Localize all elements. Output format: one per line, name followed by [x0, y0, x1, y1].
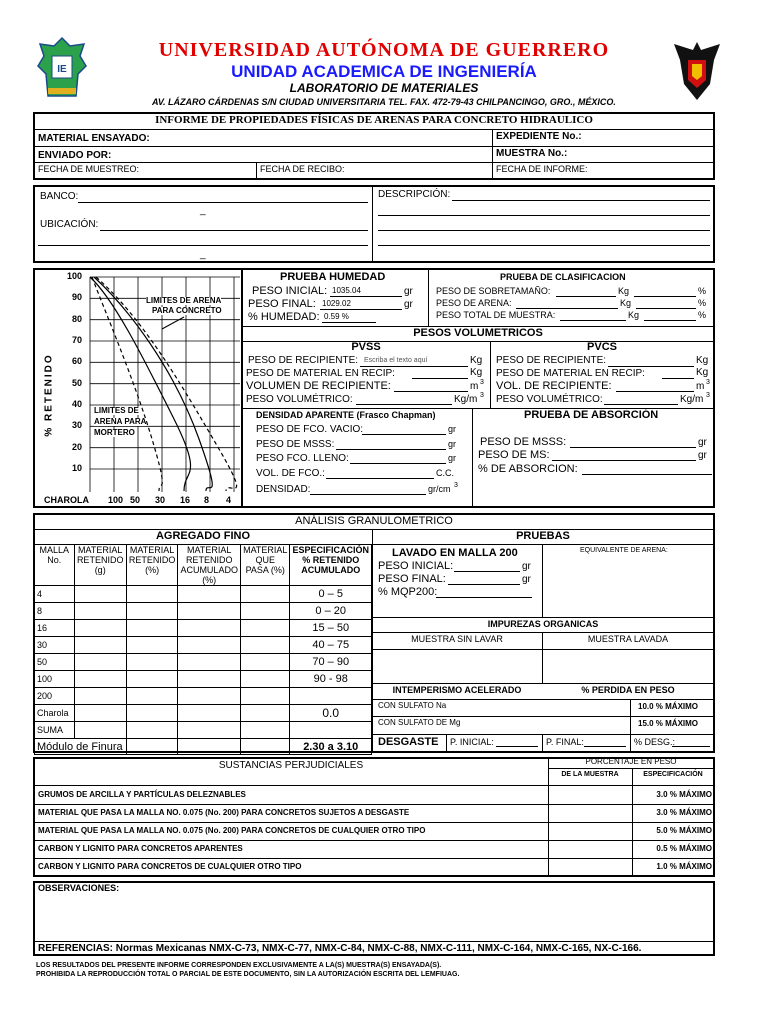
absorcion-msss-unit: gr [698, 437, 707, 448]
value-cell[interactable] [241, 637, 290, 654]
lavado-title: LAVADO EN MALLA 200 [392, 547, 518, 559]
sobretamano-pct: % [698, 286, 707, 296]
lavado-fin-label: PESO FINAL: [378, 573, 446, 585]
desgaste-label: DESGASTE [378, 736, 439, 748]
spec-cell: 90 - 98 [290, 671, 372, 688]
enviado-label: ENVIADO POR: [38, 150, 112, 161]
peso-final-label: PESO FINAL: [248, 298, 316, 310]
sustancia-label: GRUMOS DE ARCILLA Y PARTÍCULAS DELEZNABLES [38, 790, 246, 799]
x-tick-label: 16 [180, 495, 191, 505]
granulometrico-title: ANÁLISIS GRANULOMETRICO [295, 515, 453, 527]
dash-2: _ [200, 249, 206, 260]
value-cell[interactable] [241, 654, 290, 671]
value-cell[interactable] [241, 586, 290, 603]
malla-cell: 200 [35, 688, 75, 705]
equivalente-label: EQUIVALENTE DE ARENA: [580, 547, 668, 554]
absorcion-title: PRUEBA DE ABSORCIÓN [524, 409, 659, 421]
value-cell[interactable] [178, 705, 241, 722]
spec-cell: 0.0 [290, 705, 372, 722]
sin-lavar-label: MUESTRA SIN LAVAR [411, 634, 503, 644]
banco-label: BANCO: [40, 191, 79, 202]
arena-pct: % [698, 298, 707, 308]
location-box [33, 185, 715, 263]
sustancia-spec: 1.0 % MÁXIMO [656, 862, 712, 871]
value-cell[interactable] [126, 637, 178, 654]
granulometric-table [34, 544, 372, 755]
y-axis-label: % RETENIDO [43, 353, 55, 437]
p-final-label: P. FINAL: [546, 737, 584, 747]
impurezas-title: IMPUREZAS ORGANICAS [487, 619, 599, 629]
x-tick-label: CHAROLA [44, 495, 89, 505]
total-kg: Kg [628, 310, 640, 320]
densidad-vol-label: VOL. DE FCO.: [256, 468, 325, 479]
y-tick-label: 100 [66, 271, 82, 281]
value-cell[interactable] [241, 722, 290, 739]
x-tick-label: 8 [204, 495, 210, 505]
spec-cell [290, 688, 372, 705]
value-cell[interactable] [74, 620, 126, 637]
perdida-title: % PERDIDA EN PESO [581, 685, 675, 695]
header-retenido-pct: MATERIAL RETENIDO (%) [126, 545, 178, 586]
fecha-muestreo-label: FECHA DE MUESTREO: [38, 164, 140, 174]
volumetricos-title: PESOS VOLUMETRICOS [413, 327, 543, 339]
pvcs-recipiente-label: PESO DE RECIPIENTE: [496, 355, 607, 366]
spec-cell: 0 – 5 [290, 586, 372, 603]
x-tick-label: 30 [155, 495, 166, 505]
pvss-recipiente-label: PESO DE RECIPIENTE: [248, 355, 359, 366]
pvss-material-label: PESO DE MATERIAL EN RECIP: [246, 368, 395, 379]
value-cell[interactable] [126, 705, 178, 722]
fecha-recibo-label: FECHA DE RECIBO: [260, 164, 345, 174]
value-cell[interactable] [74, 586, 126, 603]
value-cell[interactable] [74, 603, 126, 620]
y-tick-label: 50 [71, 377, 82, 388]
sustancia-spec: 0.5 % MÁXIMO [656, 844, 712, 853]
densidad-unit-sup: 3 [454, 482, 458, 489]
pvcs-pv-sup: 3 [706, 392, 710, 399]
y-tick-label: 90 [71, 292, 82, 303]
muestra-label: MUESTRA No.: [496, 148, 568, 159]
peso-inicial-value[interactable]: 1035.04 [332, 286, 361, 295]
arena-kg: Kg [620, 298, 632, 308]
sustancia-label: MATERIAL QUE PASA LA MALLA NO. 0.075 (No. 200) PARA CONCRETOS DE CUALQUIER OTRO TIPO [38, 826, 426, 835]
sobretamano-label: PESO DE SOBRETAMAÑO: [436, 286, 551, 296]
sustancia-spec: 5.0 % MÁXIMO [656, 826, 712, 835]
spec-cell: 0 – 20 [290, 603, 372, 620]
value-cell[interactable] [241, 705, 290, 722]
densidad-title: DENSIDAD APARENTE (Frasco Chapman) [256, 410, 436, 420]
peso-final-unit: gr [404, 299, 413, 310]
malla-cell: 100 [35, 671, 75, 688]
x-tick-label: 100 [108, 495, 124, 505]
porcentaje-title: PORCENTAJE EN PESO [585, 757, 677, 766]
value-cell[interactable] [178, 671, 241, 688]
spec-cell [290, 722, 372, 739]
value-cell[interactable] [126, 586, 178, 603]
total-label: PESO TOTAL DE MUESTRA: [436, 310, 556, 320]
pvss-recipiente-unit: Kg [470, 355, 483, 366]
pvss-volumen-unit: m [470, 381, 479, 392]
value-cell[interactable] [178, 637, 241, 654]
value-cell[interactable] [178, 620, 241, 637]
humedad-label: % HUMEDAD: [248, 311, 320, 323]
report-title: INFORME DE PROPIEDADES FÍSICAS DE ARENAS PARA CONCRETO HIDRAULICO [155, 114, 593, 126]
sustancia-label: CARBON Y LIGNITO PARA CONCRETOS APARENTES [38, 844, 243, 853]
table-row [35, 620, 372, 637]
arena-label: PESO DE ARENA: [436, 298, 512, 308]
lavado-ini-unit: gr [522, 561, 531, 572]
humedad-value[interactable]: 0.59 % [324, 312, 349, 321]
densidad-vacio-label: PESO DE FCO. VACIO: [256, 424, 364, 435]
value-cell[interactable] [126, 688, 178, 705]
spec-cell: 70 – 90 [290, 654, 372, 671]
x-tick-label: 4 [226, 495, 232, 505]
value-cell[interactable] [241, 688, 290, 705]
label-concreto-1: LIMITES DE ARENA [146, 296, 222, 305]
sustancia-label: CARBON Y LIGNITO PARA CONCRETOS DE CUALQUIER OTRO TIPO [38, 862, 302, 871]
pvcs-pv-unit: Kg/m [680, 394, 704, 405]
pvcs-title: PVCS [587, 341, 617, 353]
y-tick-label: 30 [71, 420, 82, 431]
value-cell[interactable] [126, 671, 178, 688]
malla-cell: SUMA [35, 722, 75, 739]
densidad-msss-label: PESO DE MSSS: [256, 439, 335, 450]
densidad-lleno-label: PESO FCO. LLENO: [256, 453, 349, 464]
value-cell[interactable] [178, 688, 241, 705]
descripcion-label: DESCRIPCIÓN: [378, 189, 451, 200]
header-acumulado: MATERIAL RETENIDO ACUMULADO (%) [178, 545, 241, 586]
header-malla: MALLA No. [35, 545, 75, 586]
note-1: LOS RESULTADOS DEL PRESENTE INFORME CORRESPONDEN EXCLUSIVAMENTE A LA(S) MUESTRA(S) ENSAYADA(S). [36, 962, 442, 969]
densidad-vacio-unit: gr [448, 424, 457, 434]
value-cell[interactable] [126, 620, 178, 637]
note-2: PROHIBIDA LA REPRODUCCIÓN TOTAL O PARCIAL DE ESTE DOCUMENTO, SIN LA AUTORIZACIÓN ESCRITA DEL LEMFIUAG. [36, 971, 460, 978]
pvcs-vol-unit: m [696, 381, 705, 392]
malla-cell: 4 [35, 586, 75, 603]
label-mortero-1: LIMITES DE [94, 406, 139, 415]
pvcs-material-label: PESO DE MATERIAL EN RECIP: [496, 368, 645, 379]
malla-cell: Charola [35, 705, 75, 722]
university-name: UNIVERSIDAD AUTÓNOMA DE GUERRERO [158, 39, 610, 61]
sustancia-spec: 3.0 % MÁXIMO [656, 808, 712, 817]
de-muestra-title: DE LA MUESTRA [561, 771, 619, 778]
intemperismo-title: INTEMPERISMO ACELERADO [392, 685, 522, 695]
value-cell[interactable] [126, 654, 178, 671]
densidad-vol-unit: C.C. [436, 468, 454, 478]
value-cell[interactable] [74, 705, 126, 722]
observaciones-label: OBSERVACIONES: [38, 883, 120, 893]
y-tick-label: 40 [71, 399, 82, 409]
sulfato-na-value: 10.0 % MÁXIMO [638, 702, 699, 711]
svg-text:IE: IE [57, 64, 67, 75]
lavada-label: MUESTRA LAVADA [587, 634, 669, 644]
pvss-volumen-sup: 3 [480, 379, 484, 386]
value-cell[interactable] [74, 671, 126, 688]
unit-name: UNIDAD ACADEMICA DE INGENIERÍA [231, 62, 537, 81]
absorcion-pct-label: % DE ABSORCION: [478, 463, 578, 475]
pvss-volumen-label: VOLUMEN DE RECIPIENTE: [246, 380, 391, 392]
peso-inicial-unit: gr [404, 286, 413, 297]
value-cell[interactable] [178, 722, 241, 739]
value-cell[interactable] [74, 688, 126, 705]
y-tick-label: 10 [71, 463, 82, 473]
header-retenido-g: MATERIAL RETENIDO (g) [74, 545, 126, 586]
malla-cell: 8 [35, 603, 75, 620]
table-row [35, 603, 372, 620]
especificacion-title: ESPECIFICACIÓN [643, 771, 703, 778]
table-row [35, 671, 372, 688]
address: AV. LÁZARO CÁRDENAS S/N CIUDAD UNIVERSITARIA TEL. FAX. 472-79-43 CHILPANCINGO, GRO., MÉXICO. [152, 97, 616, 107]
total-pct: % [698, 310, 707, 320]
value-cell[interactable] [74, 722, 126, 739]
value-cell[interactable] [74, 654, 126, 671]
modulo-cell[interactable] [241, 739, 290, 755]
value-cell[interactable] [74, 637, 126, 654]
value-cell[interactable] [241, 620, 290, 637]
modulo-cell[interactable] [126, 739, 178, 755]
agregado-title: AGREGADO FINO [155, 530, 251, 542]
pvss-pv-sup: 3 [480, 392, 484, 399]
y-tick-label: 70 [71, 335, 82, 345]
label-mortero-2: ARENA PARA [94, 417, 147, 426]
y-tick-label: 80 [71, 313, 82, 324]
humedad-title: PRUEBA HUMEDAD [280, 271, 386, 283]
spec-cell: 40 – 75 [290, 637, 372, 654]
label-concreto-2: PARA CONCRETO [152, 306, 222, 315]
ubicacion-label: UBICACIÓN: [40, 219, 99, 230]
table-row [35, 654, 372, 671]
table-row [35, 637, 372, 654]
absorcion-ms-label: PESO DE MS: [478, 449, 550, 461]
peso-inicial-label: PESO INICIAL: [252, 285, 328, 297]
pvcs-material-unit: Kg [696, 367, 709, 378]
pvcs-vol-label: VOL. DE RECIPIENTE: [496, 380, 612, 392]
sustancia-spec: 3.0 % MÁXIMO [656, 790, 712, 799]
clasificacion-title: PRUEBA DE CLASIFICACION [500, 272, 626, 282]
fecha-informe-label: FECHA DE INFORME: [496, 164, 588, 174]
lab-name: LABORATORIO DE MATERIALES [289, 81, 479, 95]
material-label: MATERIAL ENSAYADO: [38, 133, 150, 144]
table-row [35, 586, 372, 603]
label-arrow [162, 317, 184, 329]
value-cell[interactable] [241, 603, 290, 620]
pruebas-title: PRUEBAS [516, 530, 570, 542]
absorcion-ms-unit: gr [698, 450, 707, 461]
value-cell[interactable] [178, 586, 241, 603]
sustancias-title: SUSTANCIAS PERJUDICIALES [218, 760, 364, 771]
densidad-unit: gr/cm [428, 484, 451, 494]
value-cell[interactable] [126, 722, 178, 739]
sulfato-na-label: CON SULFATO Na [378, 701, 447, 710]
modulo-label: Módulo de Finura [35, 739, 127, 755]
spec-cell: 15 – 50 [290, 620, 372, 637]
value-cell[interactable] [178, 654, 241, 671]
y-tick-label: 60 [71, 356, 82, 367]
absorcion-msss-label: PESO DE MSSS: [480, 436, 567, 448]
malla-cell: 30 [35, 637, 75, 654]
lavado-ini-label: PESO INICIAL: [378, 560, 454, 572]
densidad-label: DENSIDAD: [256, 484, 311, 495]
pvcs-recipiente-unit: Kg [696, 355, 709, 366]
densidad-msss-unit: gr [448, 439, 457, 449]
malla-cell: 50 [35, 654, 75, 671]
sulfato-mg-value: 15.0 % MÁXIMO [638, 719, 699, 728]
label-mortero-3: MORTERO [94, 428, 135, 437]
expediente-label: EXPEDIENTE No.: [496, 131, 582, 142]
peso-final-value[interactable]: 1029.02 [322, 299, 351, 308]
pvcs-vol-sup: 3 [706, 379, 710, 386]
value-cell[interactable] [178, 603, 241, 620]
header-pasa: MATERIAL QUE PASA (%) [241, 545, 290, 586]
y-tick-label: 20 [71, 441, 82, 452]
pvss-recipiente-input[interactable]: Escriba el texto aquí [364, 357, 428, 364]
sobretamano-kg: Kg [618, 286, 630, 296]
malla-cell: 16 [35, 620, 75, 637]
referencias: REFERENCIAS: Normas Mexicanas NMX-C-73, NMX-C-77, NMX-C-84, NMX-C-88, NMX-C-111, NMX-C-164, NMX-C-165, NX-C-166. [38, 943, 642, 954]
value-cell[interactable] [241, 671, 290, 688]
pvcs-pv-label: PESO VOLUMÉTRICO: [496, 394, 603, 405]
sustancia-label: MATERIAL QUE PASA LA MALLA NO. 0.075 (No. 200) PARA CONCRETOS SUJETOS A DESGASTE [38, 808, 410, 817]
value-cell[interactable] [126, 603, 178, 620]
dash-1: _ [200, 205, 206, 216]
lavado-fin-unit: gr [522, 574, 531, 585]
p-inicial-label: P. INICIAL: [450, 737, 494, 747]
table-row [35, 688, 372, 705]
modulo-spec: 2.30 a 3.10 [290, 739, 372, 755]
x-tick-label: 50 [130, 495, 141, 505]
pvss-title: PVSS [351, 341, 381, 353]
header-especificacion: ESPECIFICACIÓN % RETENIDO ACUMULADO [290, 545, 372, 586]
densidad-lleno-unit: gr [448, 453, 457, 463]
sulfato-mg-label: CON SULFATO DE Mg [378, 718, 461, 727]
pvss-pv-unit: Kg/m [454, 394, 478, 405]
pvss-pv-label: PESO VOLUMÉTRICO: [246, 394, 353, 405]
table-row [35, 705, 372, 722]
pvss-material-unit: Kg [470, 367, 483, 378]
desg-label: % DESG.: [634, 737, 676, 747]
modulo-cell[interactable] [178, 739, 241, 755]
table-row [35, 722, 372, 739]
lavado-mqp-label: % MQP200: [378, 586, 438, 598]
